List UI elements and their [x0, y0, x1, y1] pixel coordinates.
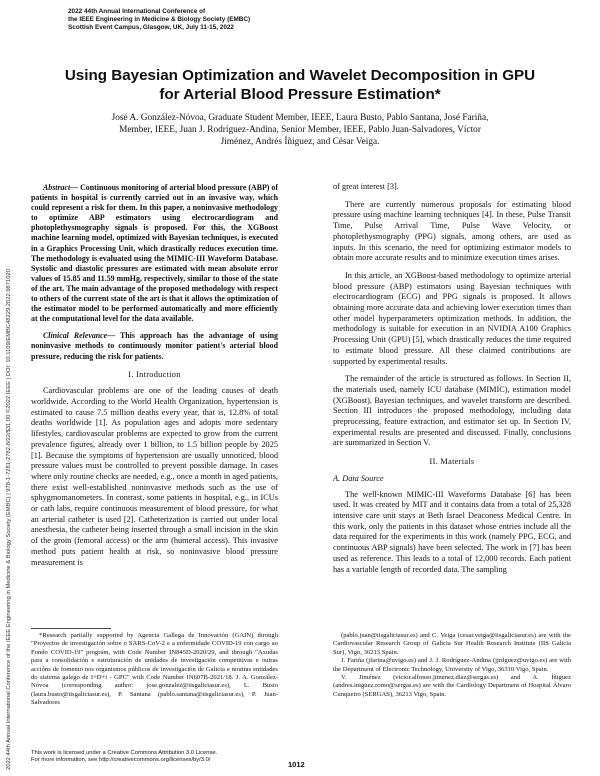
body-paragraph: There are currently numerous proposals for estimating blood pressure using machine learning techniques [4]. In these, Pulse Transit Time, Pulse Arrival Time, Pulse Wave Velocity, or photoplethysmography (PPG) signals, among others, are used as inputs. In this scenario, the need for optimizing estimator models to obtain more accurate results and to minimize execution times arises.	[333, 199, 571, 263]
conference-line: Scottish Event Campus, Glasgow, UK, July 11-15, 2022	[68, 24, 234, 32]
footnote-text: (pablo.juan@iisgaliciasur.es) and C. Veiga (cesar.veiga@iisgaliciasur.es) are with the Cardiovascular Research Group of Galicia Sur Health Research Institute (IIS Galicia Sur), Vigo, 36213 Spain.	[333, 632, 571, 656]
body-paragraph: The remainder of the article is structured as follows. In Section II, the materials used, namely ICU database (MIMIC), estimation model (XGBoost), Bayesian techniques, and wavelet transform are described. Section III introduces the proposed methodology, including data preprocessing, feature extraction, and estimator set up. In Section IV, experimental results are presented and discussed. Finally, conclusions are summarized in Section V.	[333, 374, 571, 448]
license-line: This work is licensed under a Creative Commons Attribution 3.0 License.	[31, 750, 218, 756]
author-line: Jiménez, Andrés Íñiguez, and César Veiga.	[220, 137, 380, 147]
footnote-divider	[31, 628, 111, 629]
relevance-text: This approach has the advantage of using noninvasive methods to continuously monitor patient's arterial blood pressure, reducing the risk for patients.	[31, 331, 278, 361]
relevance-label: Clinical Relevance—	[43, 331, 116, 341]
section-heading: II. Materials	[429, 457, 475, 467]
abstract	[31, 183, 278, 324]
footnote-text: J. Fariña (jfarina@uvigo.es) and J. J. Rodríguez-Andina (jjrdguez@uvigo.es) are with the Department of Electronic Technology, University of Vigo, 36310 Vigo, Spain.	[333, 657, 571, 673]
footnote-left	[31, 632, 278, 708]
footnote-right	[333, 632, 571, 699]
body-paragraph: In this article, an XGBoost-based methodology to optimize arterial blood pressure (ABP) estimators using Bayesian techniques with electrocardiogram (ECG) and PPG signals is proposed. It allows obtaining more accurate data and achieving lower execution times than other model hyperparameters optimization methods. In addition, the methodology is suitable for execution in an NVIDIA A100 Graphics Processing Unit (GPU) [5], which drastically reduces the time required to estimate blood pressure. All these claimed contributions are supported by experimental results.	[333, 270, 571, 366]
abstract-text: Continuous monitoring of arterial blood pressure (ABP) of patients in hospital is currently carried out in an invasive way, which could represent a risk for them. In this paper, a noninvasive methodology to optimize ABP estimators using electrocardiogram and photoplethysmography signals is proposed. For this, the XGBoost machine learning model, optimized with Bayesian techniques, is executed in a Graphics Processing Unit, which drastically reduces execution time. The methodology is evaluated using the MIMIC-III Waveform Database. Systolic and diastolic pressures are estimated with mean absolute error values of 15.85 and 11.59 mmHg, respectively, similar to those of the state of the art. The main advantage of the proposed methodology with respect to others of the current state of the art is that it allows the optimization of the estimator model to be performed automatically and more efficiently at the computational level for the data available.	[31, 183, 278, 324]
right-column	[333, 182, 571, 582]
license-line: For more information, see http://creativecommons.org/licenses/by/3.0/	[31, 757, 211, 764]
author-line: José A. González-Nóvoa, Graduate Student Member, IEEE, Laura Busto, Pablo Santana, José Fariña,	[111, 113, 489, 123]
subsection-heading: A. Data Source	[333, 473, 384, 483]
doi-side-text: 2022 44th Annual International Conference of the IEEE Engineering in Medicine & Biology Society (EMBC) | 978-1-7281-2782-8/22/$31.00 ©2022 IEEE | DOI: 10.1109/EMBC48229.2022.9871020	[6, 269, 12, 770]
left-column	[31, 183, 278, 575]
title-line: for Arterial Blood Pressure Estimation*	[159, 86, 441, 103]
license-notice	[31, 750, 331, 765]
author-line: Member, IEEE, Juan J. Rodríguez-Andina, Senior Member, IEEE, Pablo Juan-Salvadores, Víctor	[119, 125, 481, 135]
side-margin	[2, 80, 12, 770]
section-heading: I. Introduction	[128, 369, 181, 379]
body-paragraph: The well-known MIMIC-III Waveforms Database [6] has been used. It was created by MIT and it contains data from a total of 25,328 intensive care unit stays at Beth Israel Deaconess Medical Centre. In this work, only the patients in this dataset whose entries include all the data required for the experiments in this work (namely PPG, ECG, and continuous ABP signals) have been selected. The work in [7] has been used as reference. This leads to a total of 12,000 records. Each patient has a variable length of recorded data. The sampling	[333, 489, 571, 574]
paper-title	[60, 66, 540, 104]
body-paragraph: of great interest [3].	[333, 182, 399, 191]
title-line: Using Bayesian Optimization and Wavelet Decomposition in GPU	[64, 67, 536, 84]
abstract-label: Abstract—	[43, 183, 79, 192]
conference-line: 2022 44th Annual International Conference of	[68, 8, 206, 15]
conference-line: the IEEE Engineering in Medicine & Biology Society (EMBC)	[68, 16, 251, 24]
author-list	[80, 112, 520, 148]
conference-header	[68, 8, 368, 33]
body-paragraph: Cardiovascular problems are one of the leading causes of death worldwide. According to the World Health Organization, hypertension is estimated to cause 7.5 million deaths every year, that is, 12.8% of total deaths worldwide [1]. As population ages and adopts more sedentary lifestyles, cardiovascular problems are expected to grow from the current prevalence figures, already over 1 billion, to 1.5 billion people by 2025 [1]. Because the symptoms of hypertension are usually unnoticed, blood pressure values must be controlled to prevent possible damage. In cases where only routine checks are needed, e.g., once a month in aged patients, there exist well-established noninvasive methods such as the use of sphygmomanometers. In contrast, some patients in hospital, e.g., in ICUs or cath labs, require continuous measurement of blood pressure, for what an arterial catheter is used [2]. Catheterization is carried out under local anesthesia, the catheter being inserted through a small incision in the skin of the groin (femoral access) or the arm (humeral access). This invasive method puts patient health at risk, so noninvasive blood pressure measurement is	[31, 386, 278, 567]
footnote-text: *Research partially supported by Agencia Gallega de Innovación (GAIN) through "Proyectos de investigación sobre o SARS-CoV-2 e a enfermidade COVID-19 con cargo ao Fondo COVID-19" program, with Code Number IN845D-2020/29, and through "Axudas para a consolidación e estruturación de unidades de investigación competitivas e outras accións de fomento nos organismos públicos de investigación de Galicia e noutras entidades do sistema galego de I+D+i - GPC" with Code Number IN607B-2021/18. J. A. González-Nóvoa (corresponding author: jose.gonzalez@iisgaliciasur.es), L. Busto (laura.busto@iisgaliciasur.es), P. Santana (pablo.santana@iisgaliciasur.es), P. Juan-Salvadores	[31, 632, 278, 707]
page-number: 1012	[288, 760, 305, 769]
clinical-relevance	[31, 331, 278, 361]
footnote-text: V. Jiménez (victor.alfonso.jimenez.diaz@sergas.es) and A. Íñiguez (andres.iniguez.romo@sergas.es) are with the Cardiology Department of Hospital Álvaro Cunqueiro (SERGAS), 36213 Vigo, Spain.	[333, 674, 571, 698]
